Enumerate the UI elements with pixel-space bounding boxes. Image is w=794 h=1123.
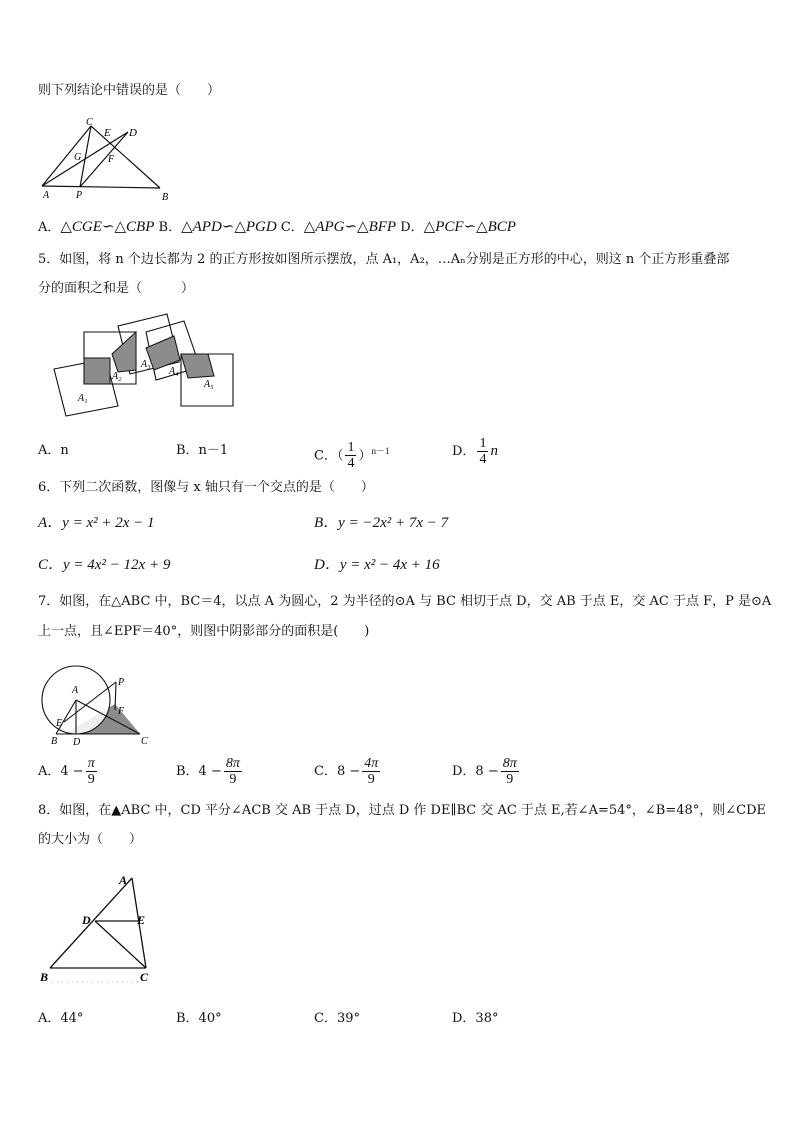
q5-stem-line1: 5．如图，将 n 个边长都为 2 的正方形按如图所示摆放，点 A₁，A₂，…Aₙ分别是正方形的中心，则这 n 个正方形重叠部 [38,252,730,267]
q7-option-b-num: 8π [225,756,240,771]
q6-option-a: A．y = x² + 2x − 1 [38,515,155,531]
q4-label-e: E [104,127,111,139]
q7-label-e: E [56,718,63,729]
q5-stem-line2: 分的面积之和是（ ） [38,281,195,296]
q5-option-a: A．n [38,443,69,458]
q7-option-c-num: 4π [364,756,379,771]
q4-options [38,218,516,237]
q5-option-b: B．n－1 [176,443,229,458]
q8-label-c: C [140,970,149,984]
q4-option-c-letter: C． [280,220,304,235]
q6-option-d: D．y = x² − 4x + 16 [314,557,440,573]
q6-option-b: B．y = −2x² + 7x − 7 [314,515,449,531]
q8-figure [38,868,168,988]
q7-option-c-den: 9 [367,772,375,787]
q7-figure [34,660,158,748]
q5-option-d-num: 1 [479,436,487,451]
q5-option-c [314,432,389,475]
q4-label-g: G [74,152,82,163]
q7-label-b: B [51,736,58,747]
q4-label-b: B [162,192,169,203]
q4-option-c: △APG∽△BFP [303,219,397,235]
q5-option-d-prefix: D． [452,444,476,459]
q5-option-c-suffix: ） [358,448,372,464]
q5-label-a3: A₃ [141,359,151,370]
q7-label-d: D [73,737,81,748]
q7-option-b-fraction [224,756,242,787]
q7-option-b-prefix: B．4 − [176,764,222,779]
q8-stem-line1: 8．如图，在▲ABC 中，CD 平分∠ACB 交 AB 于点 D，过点 D 作 DE∥BC 交 AC 于点 E,若∠A=54°，∠B=48°，则∠CDE [38,803,767,818]
q5-option-c-fraction [345,440,356,471]
q4-option-d: △PCF∽△BCP [423,219,516,235]
q5-option-c-exponent: n－1 [371,446,390,456]
q5-label-a2: A₂ [112,371,122,382]
q4-label-p: P [76,190,83,201]
q7-option-a-den: 9 [87,772,95,787]
q7-option-d-num: 8π [502,756,517,771]
q4-figure [36,114,186,204]
q8-label-b: B [40,970,49,984]
q4-label-f: F [108,154,115,165]
q7-option-d-prefix: D．8 − [452,764,499,779]
q5-option-d [452,432,498,471]
q4-label-a: A [43,190,50,201]
q5-option-d-suffix: n [490,443,498,459]
q8-label-d: D [82,913,91,927]
q7-option-c-prefix: C．8 − [314,764,361,779]
q6-option-c: C．y = 4x² − 12x + 9 [38,557,171,573]
q7-option-d-fraction [501,756,519,787]
q7-option-b [176,753,244,791]
q7-label-p: P [118,677,125,688]
q8-option-b: B．40° [176,1011,222,1026]
q5-label-a4: A₄ [169,366,179,377]
q7-option-b-den: 9 [229,772,237,787]
q8-option-c: C．39° [314,1011,360,1026]
q5-option-c-den: 4 [347,456,355,472]
q4-label-c: C [86,117,93,128]
q5-label-a1: A₁ [78,393,88,404]
q5-figure [48,312,244,424]
q6-stem: 6．下列二次函数，图像与 x 轴只有一个交点的是（ ） [38,480,374,495]
q8-option-a: A．44° [38,1011,84,1026]
q7-option-a-prefix: A．4 − [38,764,84,779]
q4-option-b-letter: B． [158,220,182,235]
q7-label-a: A [72,685,79,696]
q7-label-f: F [118,706,125,717]
q4-option-b: △APD∽△PGD [181,219,277,235]
q8-label-e: E [137,913,146,927]
q5-option-d-den: 4 [479,452,487,467]
q5-option-c-prefix: C．（ [314,448,344,464]
q8-label-a: A [119,873,128,887]
q4-option-a-letter: A． [38,220,61,235]
q5-option-c-num: 1 [347,440,355,456]
q8-stem-line2: 的大小为（ ） [38,832,143,847]
q7-option-c [314,753,382,791]
q7-stem-line1: 7．如图，在△ABC 中，BC＝4，以点 A 为圆心，2 为半径的⊙A 与 BC 相切于点 D，交 AB 于点 E，交 AC 于点 F，P 是⊙A [38,594,772,609]
q7-option-a [38,753,99,791]
q8-option-d: D．38° [452,1011,499,1026]
q4-label-d: D [129,127,137,139]
q7-option-a-fraction [86,756,97,787]
q4-option-d-letter: D． [400,220,424,235]
q4-option-a: △CGE∽△CBP [60,219,155,235]
q7-option-c-fraction [362,756,380,787]
q7-option-a-num: π [87,756,95,771]
q5-label-a5: A₅ [204,379,214,390]
q5-option-d-fraction [477,436,488,467]
q7-option-d [452,753,521,791]
q4-stem-tail: 则下列结论中错误的是（ ） [38,83,221,98]
q7-stem-line2: 上一点，且∠EPF＝40°，则图中阴影部分的面积是( ) [38,624,370,639]
q7-label-c: C [141,736,148,747]
q7-option-d-den: 9 [506,772,514,787]
